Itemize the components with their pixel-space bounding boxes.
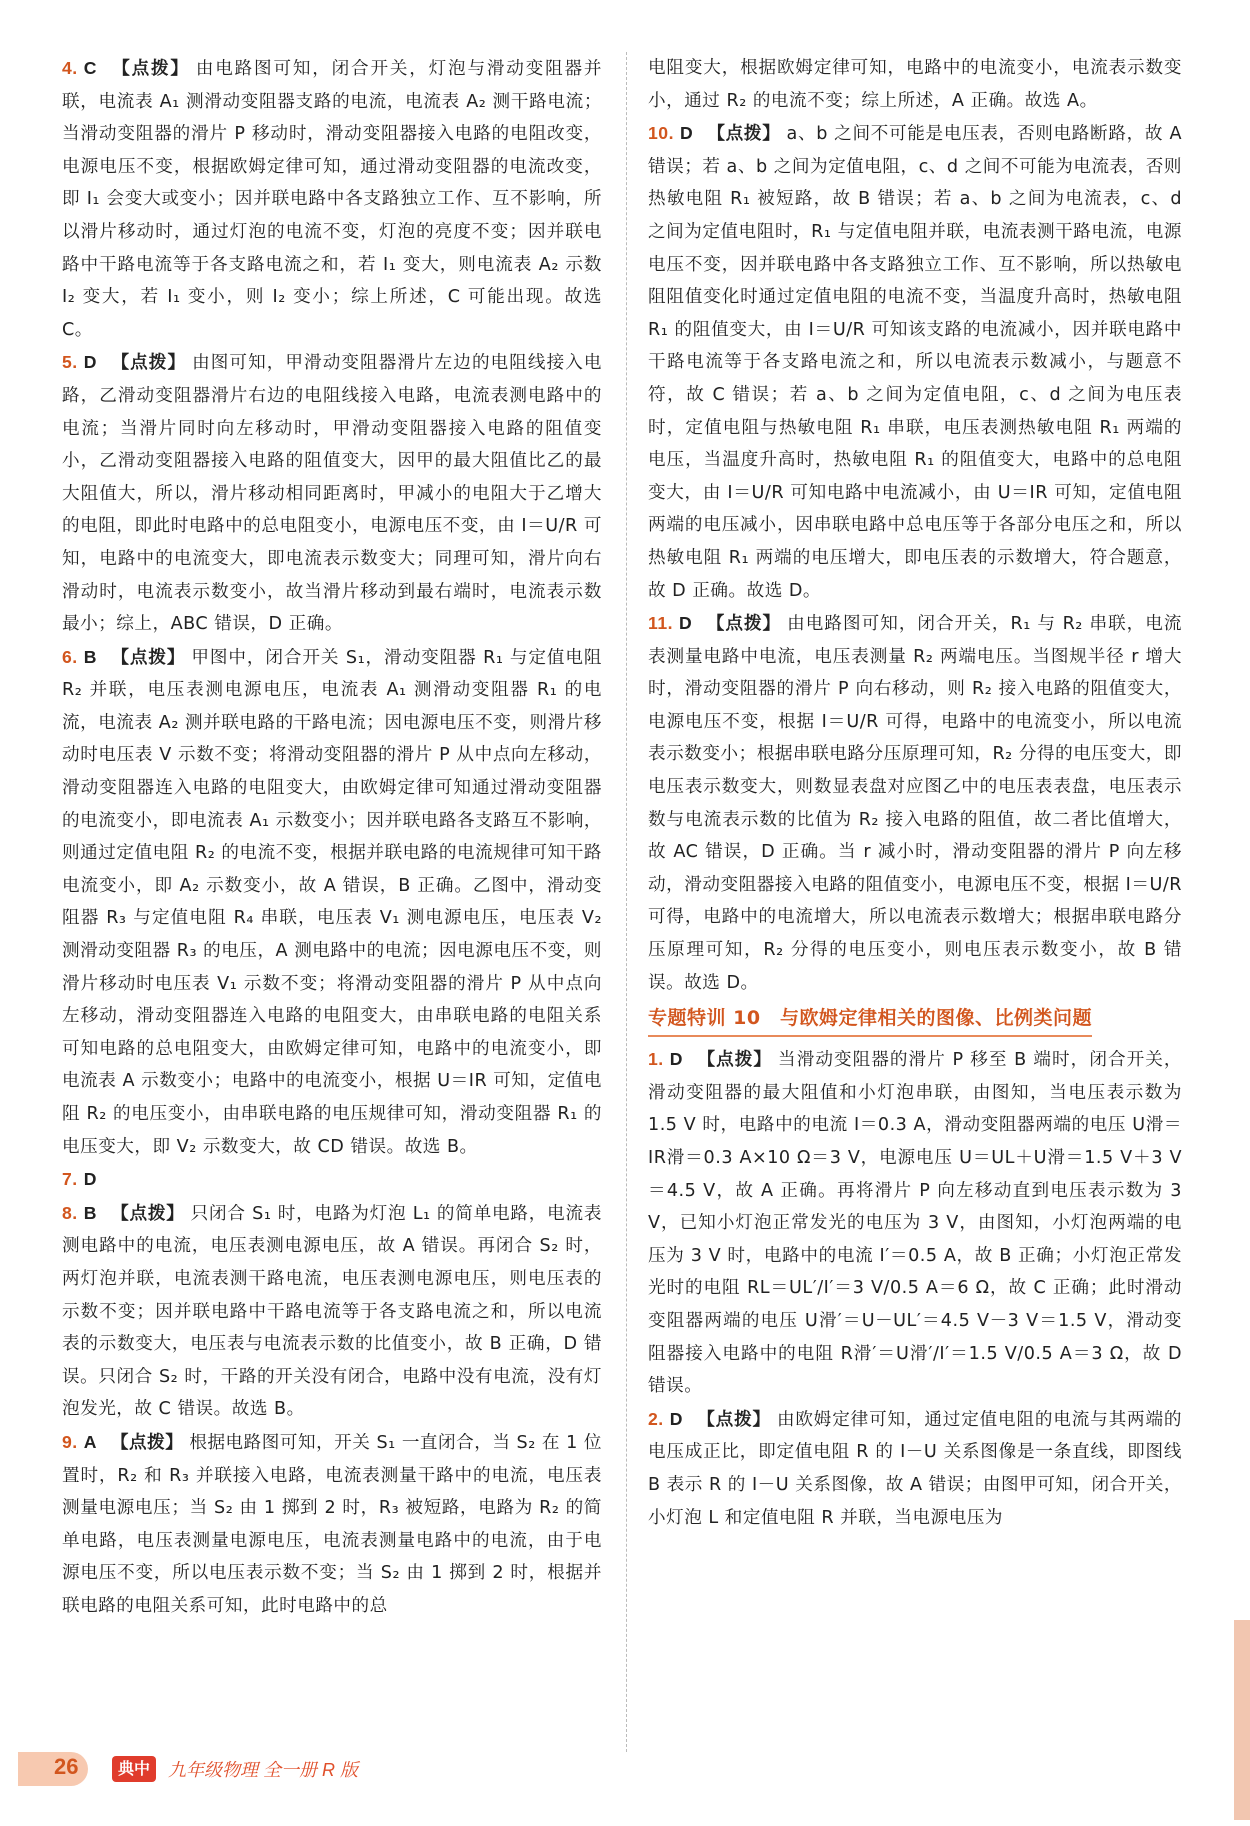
side-edge-tab (1234, 1620, 1250, 1820)
answer-letter: C (83, 58, 97, 78)
question-number: 10. (648, 123, 674, 144)
answer-letter: D (83, 352, 97, 373)
answer-letter: B (83, 646, 97, 667)
answer-item (62, 641, 602, 1164)
question-number: 2. (648, 1408, 664, 1429)
explanation-text: 当滑动变阻器的滑片 P 移至 B 端时，闭合开关，滑动变阻器的最大阻值和小灯泡串联，由图知，当电压表示数为 1.5 V 时，电路中的电流 I＝0.3 A，滑动变阻器两端的电压 U滑＝IR滑＝0.3 A×10 Ω＝3 V，电源电压 U＝UL＋U滑＝1.5 V＋3 V＝4.5 V，故 A 正确。再将滑片 P 向左移动直到电压表示数为 3 V，已知小灯泡正常发光的电压为 3 V，由图知，小灯泡两端的电压为 3 V 时，电路中的电流 I′＝0.5 A，故 B 正确；小灯泡正常发光时的电阻 RL＝UL′/I′＝3 V/0.5 A＝6 Ω，故 C 正确；此时滑动变阻器两端的电压 U滑′＝U－UL′＝4.5 V－3 V＝1.5 V，滑动变阻器接入电路中的电阻 R滑′＝U滑′/I′＝1.5 V/0.5 A＝3 Ω，故 D 错误。 (648, 1050, 1182, 1397)
right-column-part-2 (648, 1043, 1182, 1534)
question-number: 5. (62, 352, 78, 373)
question-number: 9. (62, 1431, 78, 1452)
explanation-text: 根据电路图可知，开关 S₁ 一直闭合，当 S₂ 在 1 位置时，R₂ 和 R₃ 并联接入电路，电流表测量干路中的电流，电压表测量电源电压；当 S₂ 由 1 掷到 2 时，R₃ 被短路，电路为 R₂ 的简单电路，电压表测量电源电压，电流表测量电路中的电流，由于电源电压不变，所以电压表示数不变；当 S₂ 由 1 掷到 2 时，根据并联电路的电阻关系可知，此时电路中的总 (62, 1432, 602, 1616)
question-number: 7. (62, 1169, 78, 1190)
hint-tag: 【点拨】 (110, 647, 186, 668)
explanation-text: 由电路图可知，闭合开关，R₁ 与 R₂ 串联，电流表测量电路中电流，电压表测量 R₂ 两端电压。当图规半径 r 增大时，滑动变阻器的滑片 P 向右移动，则 R₂ 接入电路的阻值变大，电源电压不变，根据 I＝U/R 可得，电路中的电流变小，所以电流表示数变小；根据串联电路分压原理可知，R₂ 分得的电压变大，即电压表示数变大，则数显表盘对应图乙中的电压表表盘，电压表示数与电流表示数的比值为 R₂ 接入电路的阻值，故二者比值增大，故 AC 错误，D 正确。当 r 减小时，滑动变阻器的滑片 P 向左移动，滑动变阻器接入电路的阻值变小，电源电压不变，根据 I＝U/R 可得，电路中的电流增大，所以电流表示数增大；根据串联电路分压原理可知，R₂ 分得的电压变小，则电压表示数变小，故 B 错误。故选 D。 (648, 614, 1182, 993)
explanation-text: 电阻变大，根据欧姆定律可知，电路中的电流变小，电流表示数变小，通过 R₂ 的电流不变；综上所述，A 正确。故选 A。 (648, 58, 1182, 111)
explanation-text: 由电路图可知，闭合开关，灯泡与滑动变阻器并联，电流表 A₁ 测滑动变阻器支路的电流，电流表 A₂ 测干路电流；当滑动变阻器的滑片 P 移动时，滑动变阻器接入电路的电阻改变，电源电压不变，根据欧姆定律可知，通过滑动变阻器的电流改变，即 I₁ 会变大或变小；因并联电路中各支路独立工作、互不影响，所以滑片移动时，通过灯泡的电流不变，灯泡的亮度不变；因并联电路中干路电流等于各支路电流之和，若 I₁ 变大，则电流表 A₂ 示数 I₂ 变大，若 I₁ 变小，则 I₂ 变小；综上所述，C 可能出现。故选 C。 (62, 59, 602, 340)
explanation-text: 由欧姆定律可知，通过定值电阻的电流与其两端的电压成正比，即定值电阻 R 的 I－U 关系图像是一条直线，即图线 B 表示 R 的 I－U 关系图像，故 A 错误；由图甲可知，闭合开关，小灯泡 L 和定值电阻 R 并联，当电源电压为 (648, 1409, 1182, 1528)
question-number: 6. (62, 646, 78, 667)
answer-item (648, 607, 1182, 999)
question-number: 8. (62, 1202, 78, 1223)
left-column (62, 52, 602, 1623)
explanation-text: 甲图中，闭合开关 S₁，滑动变阻器 R₁ 与定值电阻 R₂ 并联，电压表测电源电压，电流表 A₁ 测滑动变阻器 R₁ 的电流，电流表 A₂ 测并联电路的干路电流；因电源电压不变，则滑片移动时电压表 V 示数不变；将滑动变阻器的滑片 P 从中点向左移动，滑动变阻器连入电路的电阻变大，由欧姆定律可知通过滑动变阻器的电流变小，即电流表 A₁ 示数变小；因并联电路各支路互不影响，则通过定值电阻 R₂ 的电流不变，根据并联电路的电流规律可知干路电流变小，即 A₂ 示数变小，故 A 错误，B 正确。乙图中，滑动变阻器 R₃ 与定值电阻 R₄ 串联，电压表 V₁ 测电源电压，电压表 V₂ 测滑动变阻器 R₃ 的电压，A 测电路中的电流；因电源电压不变，则滑片移动时电压表 V₁ 示数不变；将滑动变阻器的滑片 P 从中点向左移动，滑动变阻器连入电路的电阻变大，由串联电路的电阻关系可知电路的总电阻变大，由欧姆定律可知，电路中的电流变小，即电流表 A 示数变小；电路中的电流变小，根据 U＝IR 可知，定值电阻 R₂ 的电压变小，由串联电路的电压规律可知，滑动变阻器 R₁ 的电压变大，即 V₂ 示数变大，故 CD 错误。故选 B。 (62, 647, 602, 1157)
explanation-text: 只闭合 S₁ 时，电路为灯泡 L₁ 的简单电路，电流表测电路中的电流，电压表测电源电压，故 A 错误。再闭合 S₂ 时，两灯泡并联，电流表测干路电流，电压表测电源电压，则电压表的示数不变；因并联电路中干路电流等于各支路电流之和，所以电流表的示数变大，电压表与电流表示数的比值变小，故 B 正确，D 错误。只闭合 S₂ 时，干路的开关没有闭合，电路中没有电流，没有灯泡发光，故 C 错误。故选 B。 (62, 1203, 602, 1420)
answer-item (62, 52, 602, 346)
section-title: 专题特训 10 与欧姆定律相关的图像、比例类问题 (648, 1001, 1092, 1037)
answer-item (62, 1163, 602, 1197)
page-number: 26 (54, 1754, 79, 1779)
answer-item (62, 346, 602, 640)
page-footer (0, 1752, 1250, 1808)
hint-tag: 【点拨】 (110, 353, 187, 374)
book-title: 九年级物理 全一册 R 版 (168, 1760, 359, 1780)
question-number: 11. (648, 613, 673, 634)
question-number: 1. (648, 1049, 664, 1070)
hint-tag: 【点拨】 (696, 1050, 773, 1071)
brand-logo: 典中 (112, 1756, 156, 1782)
column-divider (626, 52, 627, 1752)
answer-letter: D (83, 1169, 97, 1190)
answer-item (62, 1426, 602, 1623)
answer-item (648, 52, 1182, 117)
hint-tag: 【点拨】 (110, 1432, 184, 1453)
answer-letter: D (679, 123, 694, 144)
answer-item (62, 1197, 602, 1426)
explanation-text: a、b 之间不可能是电压表，否则电路断路，故 A 错误；若 a、b 之间为定值电阻，c、d 之间不可能为电流表，否则热敏电阻 R₁ 被短路，故 B 错误；若 a、b 之间为电流表，c、d 之间为定值电阻时，R₁ 与定值电阻并联，电流表测干路电流，电源电压不变，因并联电路中各支路独立工作、互不影响，所以热敏电阻阻值变化时通过定值电阻的电流不变，当温度升高时，热敏电阻 R₁ 的阻值变大，由 I＝U/R 可知该支路的电流减小，因并联电路中干路电流等于各支路电流之和，所以电流表示数减小，与题意不符，故 C 错误；若 a、b 之间为定值电阻，c、d 之间为电压表时，定值电阻与热敏电阻 R₁ 串联，电压表测热敏电阻 R₁ 两端的电压，当温度升高时，热敏电阻 R₁ 的阻值变大，电路中的总电阻变大，由 I＝U/R 可知电路中电流减小，由 U＝IR 可知，定值电阻两端的电压减小，因串联电路中总电压等于各部分电压之和，所以热敏电阻 R₁ 两端的电压增大，即电压表的示数增大，符合题意，故 D 正确。故选 D。 (648, 124, 1182, 601)
answer-letter: B (83, 1202, 97, 1223)
hint-tag: 【点拨】 (707, 124, 781, 145)
hint-tag: 【点拨】 (706, 614, 782, 635)
hint-tag: 【点拨】 (110, 1203, 185, 1224)
explanation-text: 由图可知，甲滑动变阻器滑片左边的电阻线接入电路，乙滑动变阻器滑片右边的电阻线接入电路，电流表测电路中的电流；当滑片同时向左移动时，甲滑动变阻器接入电路的阻值变小，乙滑动变阻器接入电路的阻值变大，因甲的最大阻值比乙的最大阻值大，所以，滑片移动相同距离时，甲减小的电阻大于乙增大的电阻，即此时电路中的总电阻变小，电源电压不变，由 I＝U/R 可知，电路中的电流变大，即电流表示数变大；同理可知，滑片向右滑动时，电流表示数变小，故当滑片移动到最右端时，电流表示数最小；综上，ABC 错误，D 正确。 (62, 353, 602, 635)
answer-letter: D (669, 1408, 683, 1429)
answer-item (648, 117, 1182, 607)
hint-tag: 【点拨】 (110, 59, 190, 79)
question-number: 4. (62, 58, 78, 78)
answer-letter: A (83, 1431, 97, 1452)
answer-letter: D (669, 1049, 683, 1070)
right-column (648, 52, 1182, 1534)
answer-item (648, 1043, 1182, 1403)
answer-item (648, 1403, 1182, 1534)
hint-tag: 【点拨】 (696, 1409, 771, 1430)
right-column-part-1 (648, 52, 1182, 999)
answer-letter: D (679, 613, 693, 634)
